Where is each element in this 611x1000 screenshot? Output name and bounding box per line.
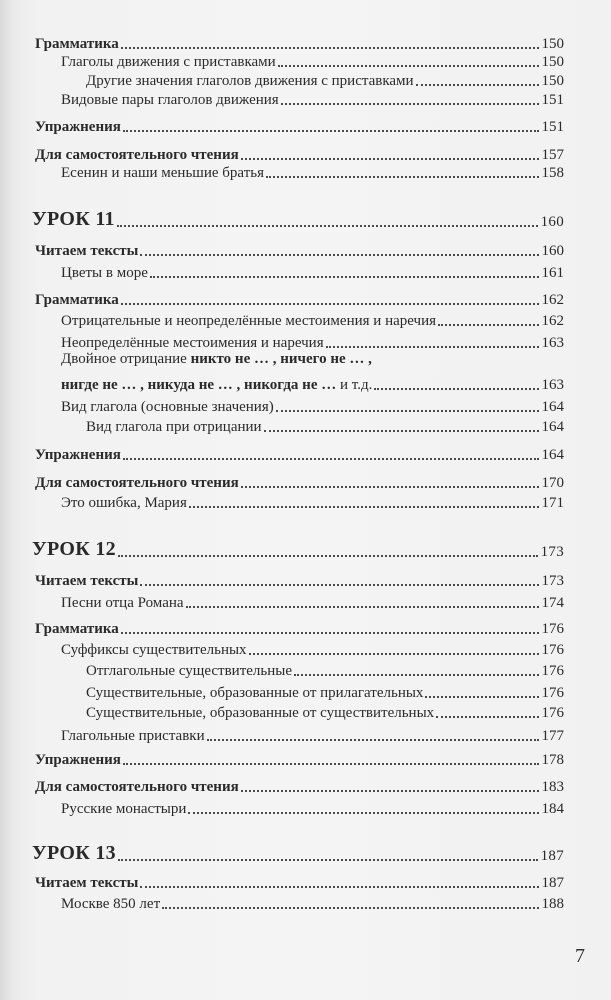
toc-row-section[interactable] xyxy=(35,287,564,309)
toc-row-section[interactable] xyxy=(35,616,564,638)
toc-page-number: 178 xyxy=(541,752,564,768)
toc-row-sub[interactable] xyxy=(86,700,564,722)
toc-label-bold: никто не … , ничего не … , xyxy=(190,351,372,367)
toc-label: Отглагольные существительные xyxy=(86,663,293,679)
dot-leader xyxy=(140,253,538,256)
toc-row-lesson[interactable] xyxy=(32,839,564,865)
toc-page-number: 160 xyxy=(540,214,564,230)
toc-page-number: 188 xyxy=(541,896,564,912)
dot-leader xyxy=(294,673,538,676)
toc-row-item[interactable] xyxy=(61,87,564,109)
dot-leader xyxy=(281,102,539,105)
toc-row-item[interactable] xyxy=(61,891,564,913)
toc-page-number: 173 xyxy=(541,573,564,589)
toc-label: Грамматика xyxy=(35,36,119,52)
toc-page-number: 161 xyxy=(541,265,564,281)
toc-label: Москве 850 лет xyxy=(61,896,161,912)
toc-page-number: 174 xyxy=(541,595,564,611)
toc-row-item[interactable] xyxy=(61,160,564,182)
toc-row-sub[interactable] xyxy=(86,414,564,436)
toc-label: Другие значения глаголов движения с приставками xyxy=(86,73,414,89)
toc-row-section[interactable] xyxy=(35,442,564,464)
toc-row-item[interactable] xyxy=(61,394,564,416)
toc-label: Есенин и наши меньшие братья xyxy=(61,165,264,181)
toc-label: Существительные, образованные от существительных xyxy=(86,705,435,721)
toc-label: Вид глагола (основные значения) xyxy=(61,399,274,415)
toc-page-number: 162 xyxy=(541,313,564,329)
toc-label: Упражнения xyxy=(35,447,121,463)
dot-leader xyxy=(140,583,538,586)
toc-page-number: 164 xyxy=(541,447,564,463)
toc-row-item[interactable] xyxy=(61,330,564,352)
dot-leader xyxy=(188,811,538,814)
toc-page-number: 177 xyxy=(541,728,564,744)
toc-page-number: 150 xyxy=(541,73,564,89)
toc-page-number: 160 xyxy=(541,243,564,259)
toc-row-item[interactable] xyxy=(61,637,564,659)
toc-page-number: 150 xyxy=(541,36,564,52)
toc-lesson-title: УРОК 12 xyxy=(32,538,116,560)
dot-leader xyxy=(140,885,538,888)
toc-row-section[interactable] xyxy=(35,114,564,136)
toc-label xyxy=(61,377,374,394)
toc-page-number: 176 xyxy=(541,642,564,658)
dot-leader xyxy=(326,345,539,348)
toc-page-number: 176 xyxy=(541,663,564,679)
toc-page-number: 164 xyxy=(541,399,564,415)
toc-page-number: 150 xyxy=(541,54,564,70)
toc-label: Упражнения xyxy=(35,752,121,768)
dot-leader xyxy=(150,275,539,278)
toc-label: Читаем тексты xyxy=(35,573,139,589)
toc-row-sub[interactable] xyxy=(86,680,564,702)
toc-label: Читаем тексты xyxy=(35,875,139,891)
dot-leader xyxy=(123,457,539,460)
dot-leader xyxy=(118,554,538,557)
dot-leader xyxy=(162,906,538,909)
toc-page-number: 176 xyxy=(541,621,564,637)
toc-row-section[interactable] xyxy=(35,774,564,796)
dot-leader xyxy=(186,605,539,608)
dot-leader xyxy=(123,762,539,765)
toc-row-item[interactable] xyxy=(61,796,564,818)
toc-label: Русские монастыри xyxy=(61,801,187,817)
toc-label: Существительные, образованные от прилагательных xyxy=(86,685,424,701)
dot-leader xyxy=(123,129,539,132)
dot-leader xyxy=(276,409,539,412)
toc-row-two-line-second[interactable] xyxy=(61,372,564,394)
toc-label: Неопределённые местоимения и наречия xyxy=(61,335,324,351)
toc-label: Для самостоятельного чтения xyxy=(35,475,239,491)
toc-page-number: 173 xyxy=(540,544,564,560)
toc-label: Песни отца Романа xyxy=(61,595,184,611)
toc-page-number: 187 xyxy=(540,848,564,864)
toc-label: Грамматика xyxy=(35,292,119,308)
toc-label: Глагольные приставки xyxy=(61,728,205,744)
toc-row-section[interactable] xyxy=(35,238,564,260)
toc-row-section[interactable] xyxy=(35,568,564,590)
toc-label: Это ошибка, Мария xyxy=(61,495,187,511)
dot-leader xyxy=(264,429,539,432)
toc-label: Суффиксы существительных xyxy=(61,642,247,658)
dot-leader xyxy=(438,323,538,326)
toc-lesson-title: УРОК 11 xyxy=(32,208,115,230)
page-number: 7 xyxy=(575,945,585,967)
toc-row-two-line-first[interactable] xyxy=(61,351,372,368)
toc-page-number: 164 xyxy=(541,419,564,435)
toc-page-number: 151 xyxy=(541,92,564,108)
toc-row-item[interactable] xyxy=(61,308,564,330)
dot-leader xyxy=(121,631,539,634)
toc-label: Читаем тексты xyxy=(35,243,139,259)
toc-row-section[interactable] xyxy=(35,747,564,769)
toc-row-item[interactable] xyxy=(61,590,564,612)
toc-page-number: 176 xyxy=(541,685,564,701)
toc-page-number: 171 xyxy=(541,495,564,511)
toc-page-number: 163 xyxy=(541,377,564,393)
toc-page-number: 184 xyxy=(541,801,564,817)
toc-page-number: 162 xyxy=(541,292,564,308)
toc-label: Отрицательные и неопределённые местоимения и наречия xyxy=(61,313,437,329)
toc-label: Для самостоятельного чтения xyxy=(35,147,239,163)
toc-row-item[interactable] xyxy=(61,260,564,282)
toc-label: Цветы в море xyxy=(61,265,148,281)
toc-label-prefix: Двойное отрицание xyxy=(61,351,191,367)
toc-label: Глаголы движения с приставками xyxy=(61,54,276,70)
toc-row-section[interactable] xyxy=(35,470,564,492)
toc-page-number: 170 xyxy=(541,475,564,491)
dot-leader xyxy=(436,715,538,718)
dot-leader xyxy=(416,83,539,86)
toc-page-number: 163 xyxy=(541,335,564,351)
dot-leader xyxy=(266,175,539,178)
toc-page-number: 176 xyxy=(541,705,564,721)
toc-label: Вид глагола при отрицании xyxy=(86,419,262,435)
toc-row-sub[interactable] xyxy=(86,658,564,680)
toc-label-bold: нигде не … , никуда не … , никогда не … xyxy=(61,377,337,393)
toc-label: Для самостоятельного чтения xyxy=(35,779,239,795)
dot-leader xyxy=(241,485,539,488)
toc-row-item[interactable] xyxy=(61,723,564,745)
toc-row-lesson[interactable] xyxy=(32,535,564,561)
dot-leader xyxy=(374,387,538,390)
dot-leader xyxy=(425,695,538,698)
toc-lesson-title: УРОК 13 xyxy=(32,842,116,864)
dot-leader xyxy=(249,652,539,655)
dot-leader xyxy=(121,302,539,305)
toc-label: Грамматика xyxy=(35,621,119,637)
dot-leader xyxy=(117,224,538,227)
toc-page-number: 183 xyxy=(541,779,564,795)
toc-label: Видовые пары глаголов движения xyxy=(61,92,279,108)
toc-page-number: 187 xyxy=(541,875,564,891)
toc-row-lesson[interactable] xyxy=(32,205,564,231)
dot-leader xyxy=(241,789,539,792)
dot-leader xyxy=(118,858,538,861)
dot-leader xyxy=(278,64,539,67)
toc-label-suffix: и т.д. xyxy=(336,377,373,393)
dot-leader xyxy=(207,738,539,741)
dot-leader xyxy=(189,505,539,508)
toc-page-number: 158 xyxy=(541,165,564,181)
toc-row-section[interactable] xyxy=(35,870,564,892)
toc-row-item[interactable] xyxy=(61,490,564,512)
toc-page-number: 157 xyxy=(541,147,564,163)
toc-page-number: 151 xyxy=(541,119,564,135)
toc-label: Упражнения xyxy=(35,119,121,135)
